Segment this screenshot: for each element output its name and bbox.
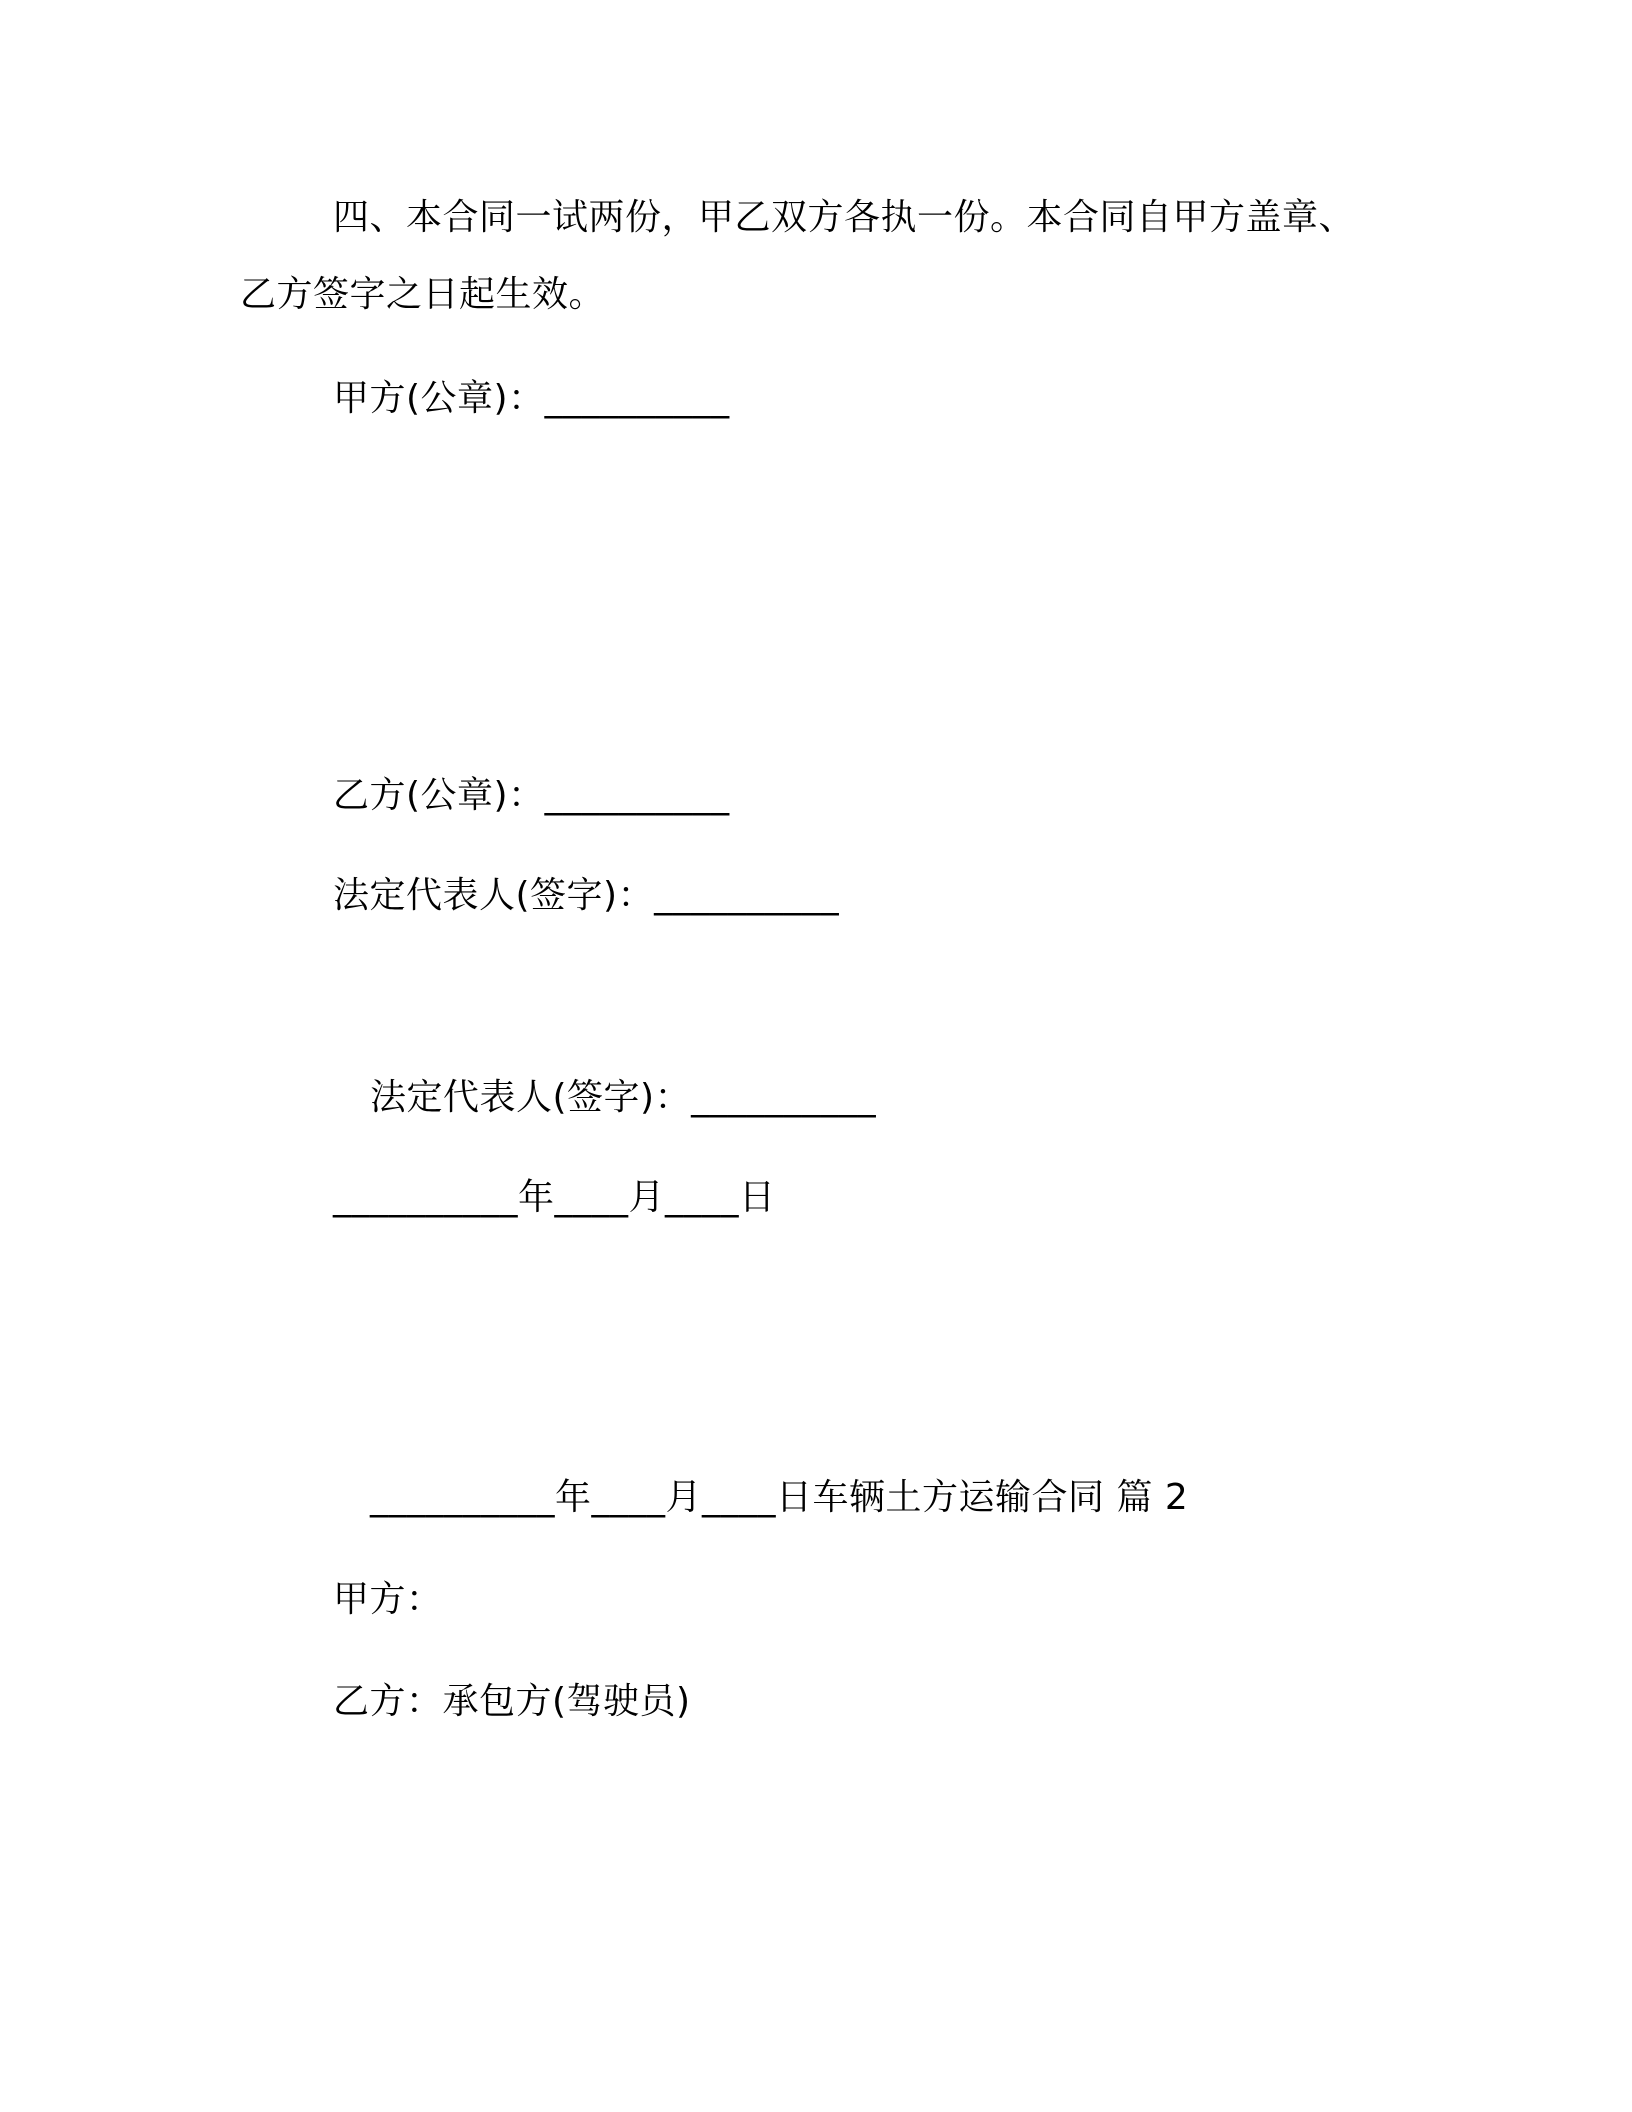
contract-2-party-b: 乙方：承包方(驾驶员) — [333, 1681, 691, 1722]
clause-four-line-2: 乙方签字之日起生效。 — [240, 274, 606, 315]
legal-representative-signature-2: 法定代表人(签字)：__________ — [370, 1077, 877, 1118]
contract-2-party-a: 甲方： — [333, 1579, 443, 1620]
clause-four-line-1: 四、本合同一试两份，甲乙双方各执一份。本合同自甲方盖章、 — [333, 197, 1356, 238]
party-b-seal-field: 乙方(公章)：__________ — [333, 775, 730, 816]
contract-2-title: __________年____月____日车辆土方运输合同 篇 2 — [370, 1477, 1189, 1518]
legal-representative-signature-1: 法定代表人(签字)：__________ — [333, 875, 840, 916]
party-a-seal-field: 甲方(公章)：__________ — [333, 378, 730, 419]
signing-date-line: __________年____月____日 — [333, 1177, 776, 1218]
